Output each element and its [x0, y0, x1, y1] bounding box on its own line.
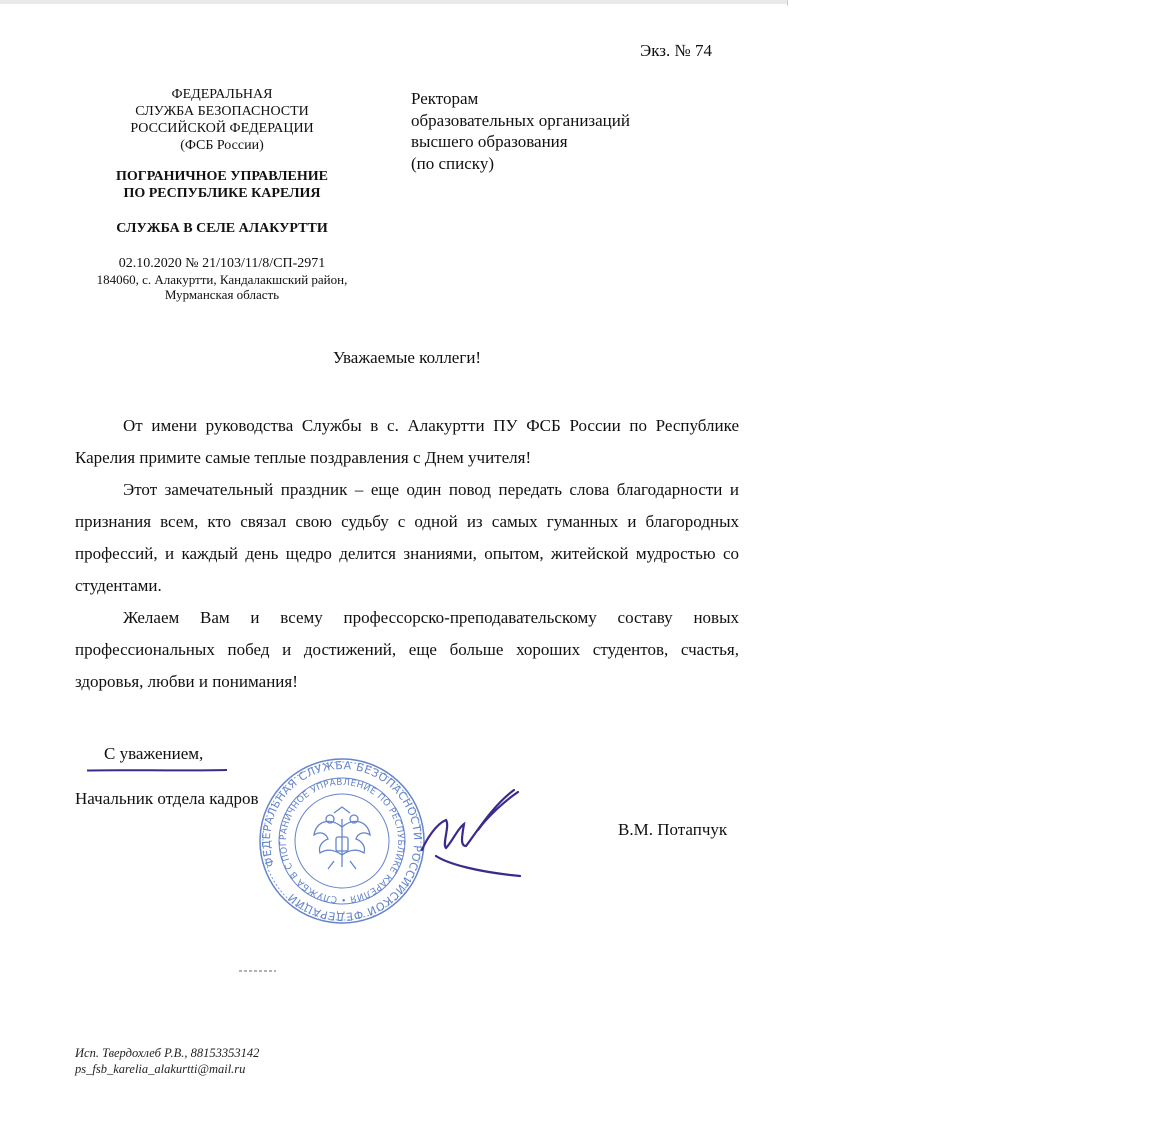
official-stamp — [258, 757, 426, 925]
address-line: Мурманская область — [164, 287, 280, 302]
recipient-line: Ректорам — [411, 89, 479, 108]
signer-name: В.М. Потапчук — [618, 820, 728, 839]
handwritten-signature — [418, 786, 530, 878]
body-paragraph: Желаем Вам и всему профессорско-преподавательскому составу новых профессиональных побед и достижений, еще больше хороших студентов, счастья, здоровья, любви и понимания! — [75, 608, 739, 691]
recipient-line: высшего образования — [411, 132, 568, 151]
agency-abbreviation: (ФСБ России) — [180, 138, 264, 153]
closing-phrase: С уважением, — [104, 744, 204, 763]
recipient-line: (по списку) — [411, 153, 494, 173]
executor-contact: Исп. Твердохлеб Р.В., 88153353142 — [75, 1046, 260, 1060]
svg-text:ПОГРАНИЧНОЕ УПРАВЛЕНИЕ ПО РЕСП: ПОГРАНИЧНОЕ УПРАВЛЕНИЕ ПО РЕСПУБЛИКЕ КАРЕЛИЯ • СЛУЖБА В СЕЛЕ — [278, 777, 406, 905]
agency-line: РОССИЙСКОЙ ФЕДЕРАЦИИ — [130, 121, 314, 136]
agency-line: ФЕДЕРАЛЬНАЯ — [171, 87, 273, 102]
agency-line: СЛУЖБА БЕЗОПАСНОСТИ — [135, 104, 309, 119]
address-line: 184060, с. Алакуртти, Кандалакшский район, — [96, 272, 348, 287]
double-headed-eagle-icon — [314, 807, 370, 869]
signer-position: Начальник отдела кадров — [75, 789, 259, 808]
body-paragraph: От имени руководства Службы в с. Алакуртти ПУ ФСБ России по Республике Карелия примите самые теплые поздравления с Днем учителя! — [75, 416, 739, 467]
recipient-block — [411, 88, 630, 174]
recipient-line: образовательных организаций — [411, 110, 630, 130]
reference-number: 02.10.2020 № 21/103/11/8/СП-2971 — [118, 256, 326, 271]
scan-top-edge — [0, 0, 787, 4]
letter-body — [75, 410, 739, 698]
sender-block — [72, 86, 372, 302]
department-line: ПО РЕСПУБЛИКЕ КАРЕЛИЯ — [123, 186, 321, 201]
department-line: ПОГРАНИЧНОЕ УПРАВЛЕНИЕ — [116, 169, 328, 184]
body-paragraph: Этот замечательный праздник – еще один повод передать слова благодарности и признания всем, кто связал свою судьбу с одной из самых гуманных и благородных профессий, и каждый день щедро делится знаниями, опытом, житейской мудростью со студентами. — [75, 480, 739, 595]
sheet-edge — [787, 0, 788, 6]
executor-email: ps_fsb_karelia_alakurtti@mail.ru — [75, 1062, 246, 1076]
svg-text:ФЕДЕРАЛЬНАЯ СЛУЖБА БЕЗОПАСНОСТ: ФЕДЕРАЛЬНАЯ СЛУЖБА БЕЗОПАСНОСТИ РОССИЙСКОЙ ФЕДЕРАЦИИ — [259, 758, 425, 924]
copy-number: Экз. № 74 — [640, 41, 712, 60]
scan-mark — [238, 968, 278, 974]
executor-footer — [75, 1045, 259, 1077]
handwritten-underline — [86, 768, 228, 772]
greeting: Уважаемые коллеги! — [332, 348, 482, 367]
unit-name: СЛУЖБА В СЕЛЕ АЛАКУРТТИ — [116, 221, 328, 236]
